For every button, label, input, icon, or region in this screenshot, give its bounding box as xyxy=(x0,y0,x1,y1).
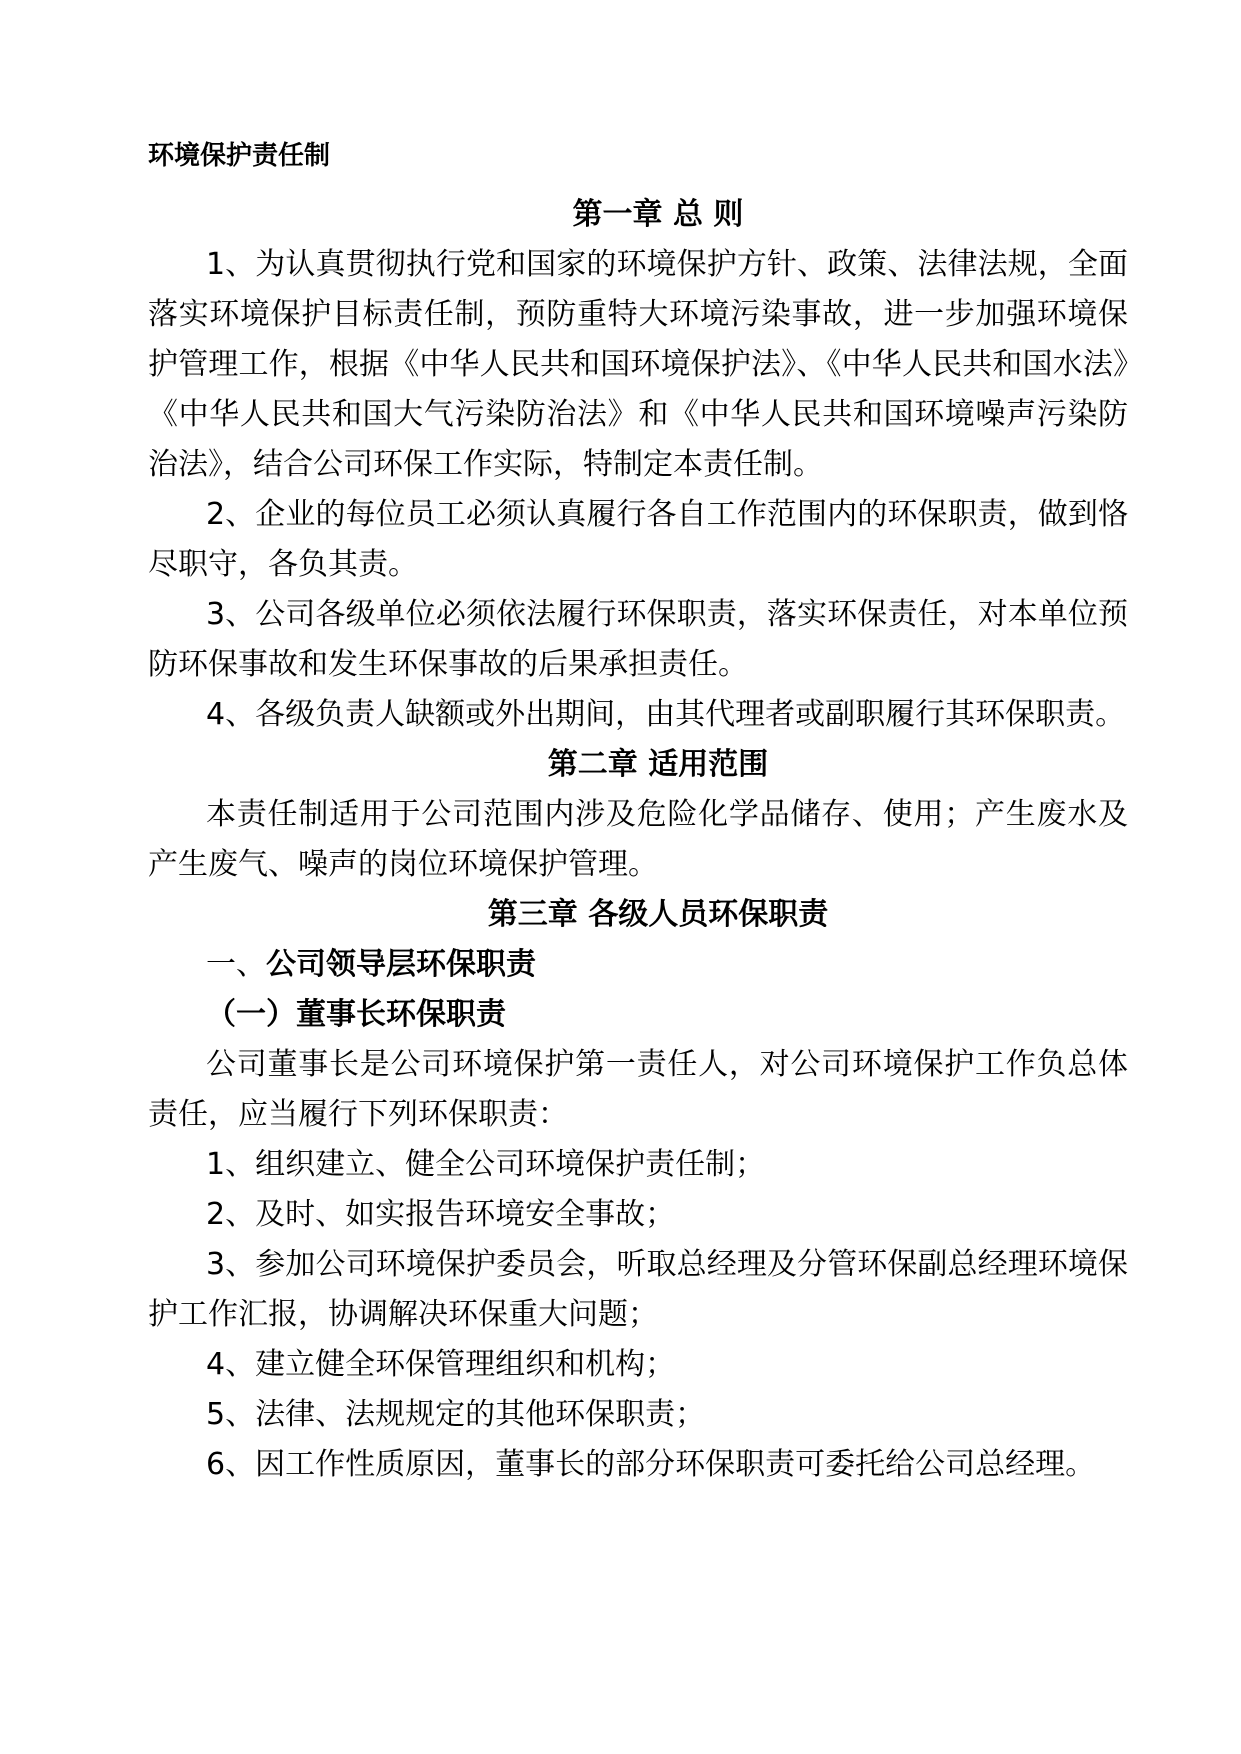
duty-item-6: 6、因工作性质原因，董事长的部分环保职责可委托给公司总经理。 xyxy=(206,1447,1096,1482)
subsection-heading: （一）董事长环保职责 xyxy=(206,997,506,1032)
chapter-2-para-1: 本责任制适用于公司范围内涉及危险化学品储存、使用；产生废水及产生废气、噪声的岗位环境保护管理。 xyxy=(148,797,1128,882)
section-number: 一、 xyxy=(206,947,266,982)
chapter-1-para-4: 4、各级负责人缺额或外出期间，由其代理者或副职履行其环保职责。 xyxy=(206,697,1126,732)
chapter-1-title: 第一章 总 则 xyxy=(572,197,744,232)
duty-item-3: 3、参加公司环境保护委员会，听取总经理及分管环保副总经理环境保护工作汇报，协调解决环保重大问题； xyxy=(148,1247,1128,1332)
chapter-1-para-1: 1、为认真贯彻执行党和国家的环境保护方针、政策、法律法规，全面落实环境保护目标责任制，预防重特大环境污染事故，进一步加强环境保护管理工作，根据《中华人民共和国环境保护法》、《中华人民共和国水法》《中华人民共和国大气污染防治法》和《中华人民共和国环境噪声污染防治法》，结合公司环保工作实际，特制定本责任制。 xyxy=(148,247,1128,482)
duty-item-2: 2、及时、如实报告环境安全事故； xyxy=(206,1197,676,1232)
duty-item-1: 1、组织建立、健全公司环境保护责任制； xyxy=(206,1147,766,1182)
document-label: 环境保护责任制 xyxy=(148,141,331,171)
chapter-3-title: 第三章 各级人员环保职责 xyxy=(487,897,829,932)
section-title: 公司领导层环保职责 xyxy=(266,947,536,982)
chairman-intro: 公司董事长是公司环境保护第一责任人，对公司环境保护工作负总体责任，应当履行下列环保职责： xyxy=(148,1047,1128,1132)
duty-item-4: 4、建立健全环保管理组织和机构； xyxy=(206,1347,676,1382)
chapter-1-para-2: 2、企业的每位员工必须认真履行各自工作范围内的环保职责，做到恪尽职守，各负其责。 xyxy=(148,497,1128,582)
chapter-1-para-3: 3、公司各级单位必须依法履行环保职责，落实环保责任，对本单位预防环保事故和发生环保事故的后果承担责任。 xyxy=(148,597,1128,682)
duty-item-5: 5、法律、法规规定的其他环保职责； xyxy=(206,1397,706,1432)
document-body xyxy=(148,190,1128,1490)
section-heading xyxy=(148,940,1128,990)
chapter-2-title: 第二章 适用范围 xyxy=(547,747,769,782)
